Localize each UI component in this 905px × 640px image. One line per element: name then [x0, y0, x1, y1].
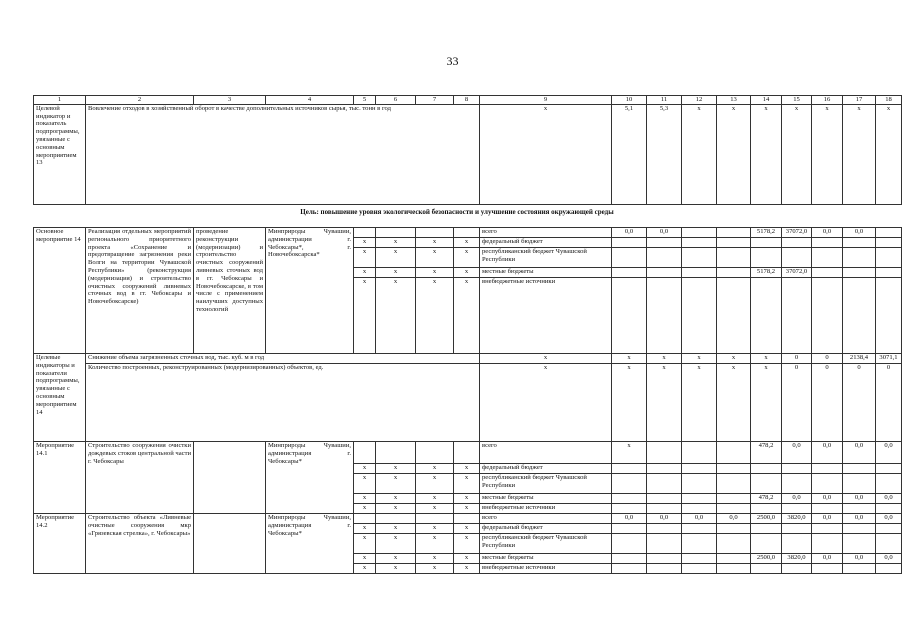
funding-value [717, 268, 751, 278]
funding-value [812, 504, 843, 514]
measure-name: Строительство сооружения очистки дождевых стоков центральной части г. Чебоксары [86, 442, 194, 514]
column-number: 18 [876, 96, 902, 105]
column-number: 1 [34, 96, 86, 105]
indicator-value: 0 [812, 364, 843, 442]
funding-value [612, 238, 647, 248]
funding-value [812, 238, 843, 248]
funding-value: 0,0 [782, 442, 812, 464]
indicator-value: 5,1 [612, 104, 647, 204]
budget-code: x [376, 564, 416, 574]
funding-value [612, 268, 647, 278]
funding-value: 0,0 [843, 514, 876, 524]
budget-code: x [376, 474, 416, 494]
funding-value [812, 524, 843, 534]
measure-task: проведение реконструкции (модернизации) и строительство очистных сооружений ливневых сточных вод в гг. Чебоксары и Новочебоксарске, в том числе с применением наилучших доступных технологий [194, 228, 266, 354]
column-number: 14 [751, 96, 782, 105]
measure-label: Мероприятие 14.2 [34, 514, 86, 574]
budget-code: x [354, 238, 376, 248]
funding-value [682, 238, 717, 248]
funding-source: местные бюджеты [480, 554, 612, 564]
indicator-value: 0 [782, 354, 812, 364]
budget-code: x [454, 248, 480, 268]
column-number: 4 [266, 96, 354, 105]
funding-value: 0,0 [876, 554, 902, 564]
funding-source: внебюджетные источники [480, 504, 612, 514]
indicator-row [34, 354, 902, 364]
measure-task [194, 442, 266, 514]
budget-code: x [454, 474, 480, 494]
funding-value [751, 248, 782, 268]
funding-value [682, 554, 717, 564]
budget-code: x [376, 524, 416, 534]
funding-value [682, 504, 717, 514]
budget-code: x [416, 494, 454, 504]
funding-value: 0,0 [812, 494, 843, 504]
budget-code: x [416, 534, 454, 554]
funding-value [876, 248, 902, 268]
funding-value [682, 464, 717, 474]
column-number: 6 [376, 96, 416, 105]
funding-value: 0,0 [812, 228, 843, 238]
funding-value [751, 534, 782, 554]
finance-row [34, 228, 902, 238]
funding-value [647, 238, 682, 248]
funding-value: 0,0 [843, 228, 876, 238]
page-number: 33 [446, 54, 459, 68]
funding-value [782, 504, 812, 514]
indicator-text: Снижение объема загрязненных сточных вод, тыс. куб. м в год [86, 354, 480, 364]
column-number: 8 [454, 96, 480, 105]
indicator-value: 3071,1 [876, 354, 902, 364]
funding-value [876, 238, 902, 248]
funding-source: республиканский бюджет Чувашской Республики [480, 248, 612, 268]
funding-value [647, 554, 682, 564]
indicator-value: x [751, 354, 782, 364]
budget-code: x [416, 504, 454, 514]
indicator-value: x [717, 354, 751, 364]
funding-value [647, 248, 682, 268]
budget-code: x [376, 238, 416, 248]
budget-code: x [416, 268, 454, 278]
column-number-row [34, 96, 902, 105]
column-number: 9 [480, 96, 612, 105]
funding-value: 37072,0 [782, 228, 812, 238]
funding-value [782, 564, 812, 574]
funding-value [717, 278, 751, 354]
funding-value [612, 248, 647, 268]
funding-value [682, 278, 717, 354]
indicator-value: x [876, 104, 902, 204]
funding-value [682, 534, 717, 554]
funding-value [682, 474, 717, 494]
funding-value: 3820,0 [782, 554, 812, 564]
indicator-value: x [647, 354, 682, 364]
indicator-text: Вовлечение отходов в хозяйственный оборот в качестве дополнительных источников сырья, тыс. тонн в год [86, 104, 480, 204]
measure-task [194, 514, 266, 574]
funding-value [647, 474, 682, 494]
indicator-value: x [843, 104, 876, 204]
column-number: 2 [86, 96, 194, 105]
funding-value [812, 268, 843, 278]
funding-value [717, 524, 751, 534]
funding-value [682, 228, 717, 238]
budget-code: x [354, 534, 376, 554]
funding-value: 0,0 [843, 554, 876, 564]
funding-value [647, 564, 682, 574]
indicator-value: x [751, 104, 782, 204]
funding-value [751, 504, 782, 514]
funding-source: республиканский бюджет Чувашской Республики [480, 534, 612, 554]
budget-code: x [416, 278, 454, 354]
responsible-executor: Минприроды Чувашии, администрации г. Чебоксары*, г. Новочебоксарска* [266, 228, 354, 354]
column-number: 17 [843, 96, 876, 105]
funding-value: 0,0 [647, 514, 682, 524]
column-number: 11 [647, 96, 682, 105]
funding-value: 0,0 [612, 228, 647, 238]
indicator-value: 0 [782, 364, 812, 442]
budget-code: x [416, 238, 454, 248]
indicator-value: x [682, 354, 717, 364]
budget-code: x [354, 248, 376, 268]
funding-value [782, 534, 812, 554]
funding-value [612, 524, 647, 534]
funding-value [751, 474, 782, 494]
funding-value [876, 504, 902, 514]
column-number: 10 [612, 96, 647, 105]
funding-value [876, 268, 902, 278]
funding-value [876, 534, 902, 554]
indicator-value: x [612, 364, 647, 442]
budget-code: x [354, 268, 376, 278]
funding-value [843, 238, 876, 248]
funding-value [647, 268, 682, 278]
funding-value [876, 464, 902, 474]
budget-code: x [416, 464, 454, 474]
funding-value [782, 248, 812, 268]
budget-code: x [376, 268, 416, 278]
budget-code: x [354, 524, 376, 534]
indicator-label: Целевой индикатор и показатель подпрограммы, увязанные с основным мероприятием 13 [34, 104, 86, 204]
funding-value: x [612, 442, 647, 464]
goal-heading: Цель: повышение уровня экологической безопасности и улучшение состояния окружающей среды [300, 208, 614, 216]
funding-value [612, 464, 647, 474]
funding-source: всего [480, 514, 612, 524]
indicator-value: x [682, 364, 717, 442]
budget-code: x [454, 464, 480, 474]
funding-value [682, 248, 717, 268]
funding-value: 0,0 [782, 494, 812, 504]
finance-row [34, 442, 902, 464]
funding-value [843, 248, 876, 268]
funding-value: 0,0 [876, 442, 902, 464]
funding-value [682, 442, 717, 464]
budget-code [454, 228, 480, 238]
responsible-executor: Минприроды Чувашии, администрация г. Чебоксары* [266, 514, 354, 574]
measure-name: Реализация отдельных мероприятий регионального приоритетного проекта «Сохранение и предотвращение загрязнения реки Волги на территории Чувашской Республики» (реконструкция (модернизация) и строительство очистных сооружений ливневых сточных вод в гг. Чебоксары и Новочебоксарске) [86, 228, 194, 354]
funding-value [782, 474, 812, 494]
funding-value [682, 494, 717, 504]
funding-value: 478,2 [751, 494, 782, 504]
funding-value [612, 554, 647, 564]
funding-value: 0,0 [812, 554, 843, 564]
budget-code: x [354, 278, 376, 354]
responsible-executor: Минприроды Чувашии, администрация г. Чебоксары* [266, 442, 354, 514]
budget-code: x [454, 534, 480, 554]
budget-code: x [454, 268, 480, 278]
funding-value [782, 524, 812, 534]
funding-value [843, 524, 876, 534]
budget-code [416, 514, 454, 524]
funding-value [612, 278, 647, 354]
funding-value [843, 464, 876, 474]
budget-code [416, 442, 454, 464]
funding-value [612, 564, 647, 574]
funding-source: местные бюджеты [480, 494, 612, 504]
funding-source: республиканский бюджет Чувашской Республики [480, 474, 612, 494]
funding-value [843, 474, 876, 494]
funding-value [717, 474, 751, 494]
funding-value [682, 524, 717, 534]
funding-value [612, 534, 647, 554]
indicator-value: x [682, 104, 717, 204]
funding-value [717, 504, 751, 514]
funding-value: 2500,0 [751, 554, 782, 564]
funding-value [843, 268, 876, 278]
budget-code: x [416, 524, 454, 534]
indicator-value: 0 [843, 364, 876, 442]
column-number: 13 [717, 96, 751, 105]
budget-code: x [416, 248, 454, 268]
budget-code [454, 442, 480, 464]
column-number: 5 [354, 96, 376, 105]
funding-value: 0,0 [682, 514, 717, 524]
column-number: 7 [416, 96, 454, 105]
funding-value [812, 564, 843, 574]
indicator-value: x [612, 354, 647, 364]
budget-code [354, 228, 376, 238]
funding-value [717, 238, 751, 248]
funding-value [843, 534, 876, 554]
funding-value [812, 464, 843, 474]
indicator-value: x [480, 354, 612, 364]
funding-value [876, 278, 902, 354]
funding-source: федеральный бюджет [480, 464, 612, 474]
funding-value: 2500,0 [751, 514, 782, 524]
indicator-value: 0 [876, 364, 902, 442]
budget-code [416, 228, 454, 238]
funding-value [751, 278, 782, 354]
indicator-label: Целевые индикаторы и показатели подпрограммы, увязанные с основным мероприятием 14 [34, 354, 86, 442]
funding-value: 0,0 [812, 442, 843, 464]
funding-value [682, 564, 717, 574]
funding-value [751, 524, 782, 534]
budget-code: x [354, 504, 376, 514]
indicator-value: 0 [812, 354, 843, 364]
funding-value [717, 554, 751, 564]
budget-code [354, 514, 376, 524]
measure-label: Основное мероприятие 14 [34, 228, 86, 354]
funding-value [647, 494, 682, 504]
funding-source: внебюджетные источники [480, 564, 612, 574]
header-table [33, 95, 902, 205]
funding-value: 478,2 [751, 442, 782, 464]
indicator-13-row [34, 104, 902, 204]
budget-code: x [454, 278, 480, 354]
funding-value [717, 464, 751, 474]
funding-value [876, 474, 902, 494]
budget-code: x [376, 464, 416, 474]
indicator-value: x [751, 364, 782, 442]
funding-value [647, 534, 682, 554]
funding-value: 0,0 [876, 494, 902, 504]
funding-value: 0,0 [843, 442, 876, 464]
indicator-value: x [480, 104, 612, 204]
funding-value: 0,0 [812, 514, 843, 524]
funding-value [717, 534, 751, 554]
budget-code: x [454, 564, 480, 574]
funding-value [782, 464, 812, 474]
finance-row [34, 514, 902, 524]
funding-value [876, 564, 902, 574]
column-number: 16 [812, 96, 843, 105]
funding-value [647, 504, 682, 514]
indicator-value: 5,3 [647, 104, 682, 204]
funding-value [647, 464, 682, 474]
column-number: 12 [682, 96, 717, 105]
funding-value [876, 228, 902, 238]
column-number: 15 [782, 96, 812, 105]
funding-value: 0,0 [876, 514, 902, 524]
budget-code [376, 228, 416, 238]
funding-value: 3820,0 [782, 514, 812, 524]
funding-value [717, 228, 751, 238]
funding-value: 0,0 [647, 228, 682, 238]
budget-code: x [376, 504, 416, 514]
budget-code: x [416, 564, 454, 574]
budget-code [376, 442, 416, 464]
funding-value: 37072,0 [782, 268, 812, 278]
funding-value [751, 564, 782, 574]
indicator-text: Количество построенных, реконструированных (модернизированных) объектов, ед. [86, 364, 480, 442]
funding-value [751, 238, 782, 248]
indicator-row [34, 364, 902, 442]
budget-code: x [454, 554, 480, 564]
budget-code: x [376, 554, 416, 564]
funding-value [647, 442, 682, 464]
funding-value [876, 524, 902, 534]
funding-value: 0,0 [612, 514, 647, 524]
funding-value [682, 268, 717, 278]
funding-value [843, 278, 876, 354]
budget-code: x [454, 238, 480, 248]
measure-name: Строительство объекта «Ливневые очистные сооружения мкр «Грязевская стрелка», г. Чебоксары» [86, 514, 194, 574]
funding-value [612, 474, 647, 494]
funding-value [717, 442, 751, 464]
indicator-value: x [717, 104, 751, 204]
indicator-value: x [812, 104, 843, 204]
measure-label: Мероприятие 14.1 [34, 442, 86, 514]
budget-code: x [454, 524, 480, 534]
funding-value [812, 474, 843, 494]
budget-code: x [416, 474, 454, 494]
budget-code: x [454, 494, 480, 504]
budget-code: x [354, 494, 376, 504]
funding-value [782, 238, 812, 248]
funding-source: всего [480, 442, 612, 464]
budget-code: x [354, 464, 376, 474]
funding-value [717, 564, 751, 574]
funding-source: федеральный бюджет [480, 524, 612, 534]
funding-source: федеральный бюджет [480, 238, 612, 248]
indicator-value: x [717, 364, 751, 442]
funding-source: всего [480, 228, 612, 238]
funding-value [612, 504, 647, 514]
funding-value: 5178,2 [751, 228, 782, 238]
budget-code: x [354, 564, 376, 574]
budget-code: x [354, 474, 376, 494]
indicator-value: x [782, 104, 812, 204]
funding-value [717, 248, 751, 268]
indicator-value: 2138,4 [843, 354, 876, 364]
budget-code: x [416, 554, 454, 564]
funding-value [812, 534, 843, 554]
funding-value [751, 464, 782, 474]
funding-value [812, 248, 843, 268]
indicator-value: x [480, 364, 612, 442]
budget-code [354, 442, 376, 464]
budget-code: x [454, 504, 480, 514]
funding-value: 5178,2 [751, 268, 782, 278]
funding-value [843, 504, 876, 514]
funding-source: местные бюджеты [480, 268, 612, 278]
budget-code: x [376, 534, 416, 554]
funding-value [717, 494, 751, 504]
funding-value [812, 278, 843, 354]
indicator-value: x [647, 364, 682, 442]
main-table [33, 227, 902, 574]
funding-value: 0,0 [717, 514, 751, 524]
funding-value [843, 564, 876, 574]
funding-value [612, 494, 647, 504]
budget-code: x [376, 278, 416, 354]
funding-value: 0,0 [843, 494, 876, 504]
budget-code: x [376, 494, 416, 504]
budget-code: x [376, 248, 416, 268]
funding-value [647, 278, 682, 354]
column-number: 3 [194, 96, 266, 105]
budget-code: x [354, 554, 376, 564]
budget-code [454, 514, 480, 524]
funding-value [782, 278, 812, 354]
budget-code [376, 514, 416, 524]
funding-source: внебюджетные источники [480, 278, 612, 354]
funding-value [647, 524, 682, 534]
